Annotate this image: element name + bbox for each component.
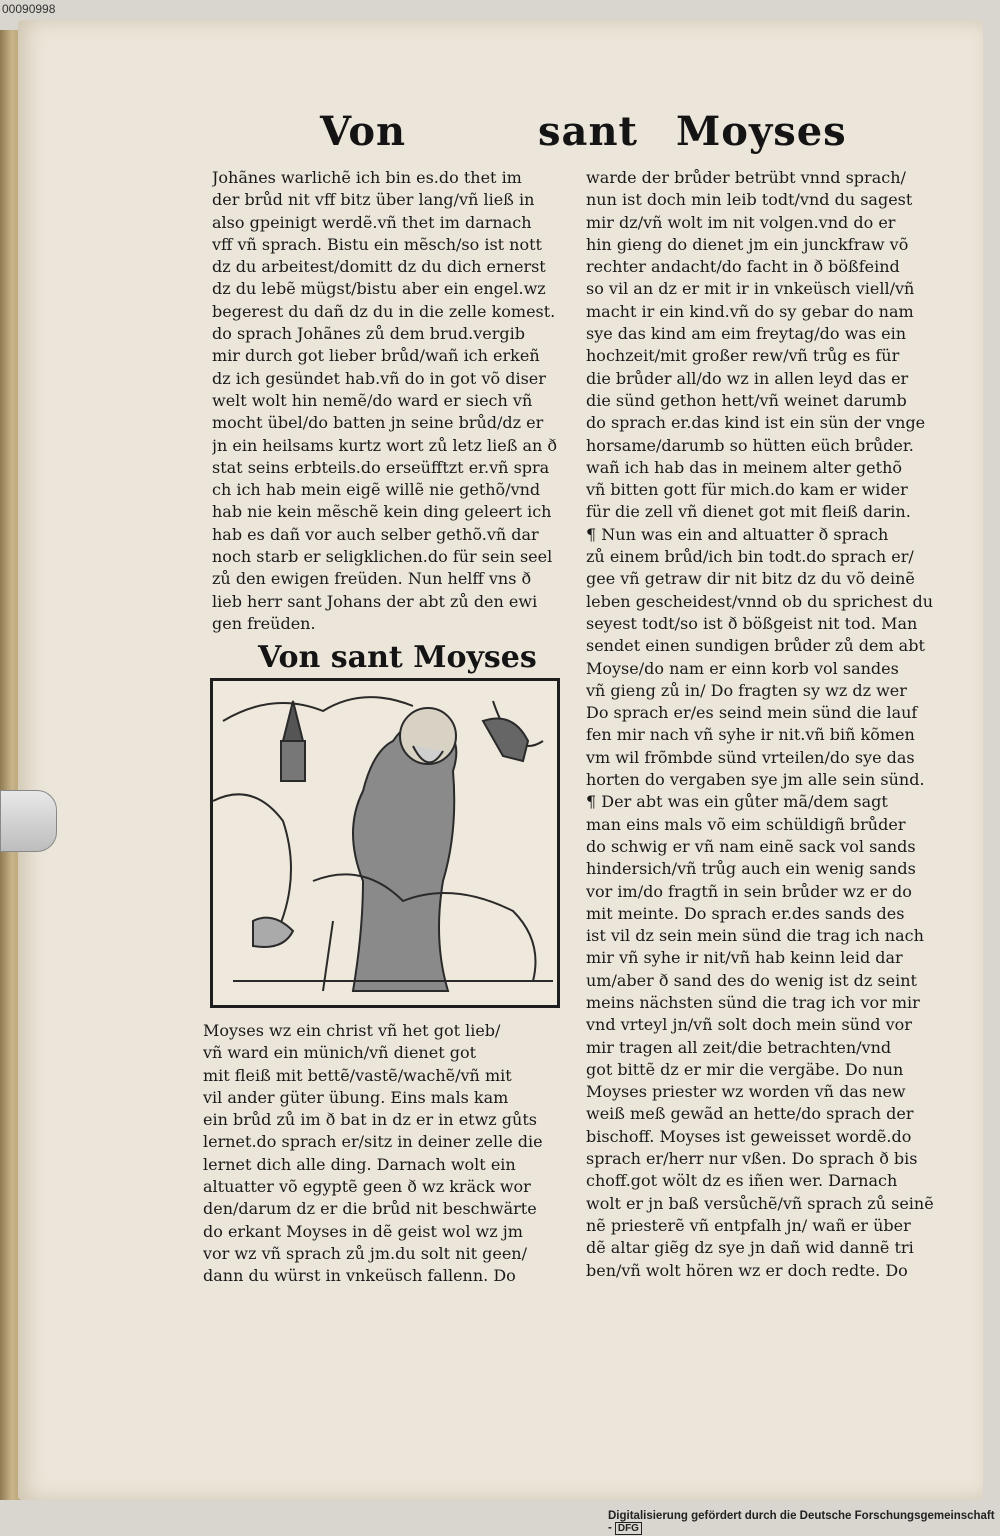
- text-line: begerest du dañ dz du in die zelle komest.: [212, 301, 556, 321]
- text-line: got bittẽ dz er mir die vergäbe. Do nun: [586, 1059, 904, 1079]
- text-line: mir dz/vñ wolt im nit volgen.vnd do er: [586, 212, 896, 232]
- text-line: vff vñ sprach. Bistu ein mẽsch/so ist nott: [212, 234, 542, 254]
- text-line: bischoff. Moyses ist geweisset wordẽ.do: [586, 1126, 912, 1146]
- text-line: ist vil dz sein mein sünd die trag ich nach: [586, 926, 924, 946]
- text-line: ¶ Der abt was ein gůter mã/dem sagt: [586, 792, 888, 812]
- text-line: lieb herr sant Johans der abt zů den ewi: [212, 591, 538, 611]
- text-line: dz ich gesündet hab.vñ do in got võ diser: [212, 368, 546, 388]
- text-line: Moyses wz ein christ vñ het got lieb/: [203, 1021, 501, 1040]
- text-line: macht ir ein kind.vñ do sy gebar do nam: [586, 301, 914, 321]
- text-line: mir tragen all zeit/die betrachten/vnd: [586, 1037, 892, 1057]
- text-line: ein brůd zů im ð bat in dz er in etwz gůts: [203, 1110, 537, 1130]
- text-line: vñ gieng zů in/ Do fragten sy wz dz wer: [586, 680, 907, 700]
- text-line: rechter andacht/do facht in ð bößfeind: [586, 257, 900, 277]
- text-line: lernet.do sprach er/sitz in deiner zelle die: [203, 1132, 543, 1152]
- text-line: sprach er/herr nur vßen. Do sprach ð bis: [586, 1149, 918, 1169]
- text-line: mir vñ syhe ir nit/vñ hab keinn leid dar: [586, 948, 903, 968]
- header-word-moyses: Moyses: [676, 108, 847, 155]
- header-word-sant: sant: [538, 108, 638, 155]
- text-line: Moyses priester wz worden vñ das new: [586, 1082, 906, 1102]
- text-line: ch ich hab mein eigẽ willẽ nie gethõ/vnd: [212, 480, 541, 500]
- text-line: dz du arbeitest/domitt dz du dich ernerst: [212, 257, 546, 277]
- text-line: der brůd nit vff bitz über lang/vñ ließ in: [212, 190, 535, 210]
- text-line: ¶ Nun was ein and altuatter ð sprach: [586, 524, 889, 544]
- text-line: seyest todt/so ist ð bößgeist nit tod. Man: [586, 613, 918, 633]
- dfg-logo: DFG: [615, 1522, 642, 1535]
- text-line: hab nie kein mẽschẽ kein ding geleert ich: [212, 502, 552, 522]
- header-word-von: Von: [320, 108, 407, 155]
- text-line: wañ ich hab das in meinem alter gethõ: [586, 457, 903, 477]
- text-line: hindersich/vñ trůg auch ein wenig sands: [586, 859, 916, 879]
- text-line: warde der brůder betrübt vnnd sprach/: [586, 168, 906, 187]
- text-line: horten do vergaben sye jm alle sein sünd.: [586, 770, 925, 790]
- text-line: vil ander güter übung. Eins mals kam: [203, 1087, 509, 1107]
- text-line: sendet einen sundigen brůder zů dem abt: [586, 636, 925, 656]
- text-line: do schwig er vñ nam einẽ sack vol sands: [586, 836, 916, 856]
- text-line: altuatter võ egyptẽ geen ð wz kräck wor: [203, 1177, 531, 1197]
- text-line: also gpeinigt werdẽ.vñ thet im darnach: [212, 212, 532, 232]
- text-line: Do sprach er/es seind mein sünd die lauf: [586, 703, 918, 723]
- text-line: Johãnes warlichẽ ich bin es.do thet im: [212, 168, 522, 187]
- text-line: zů einem brůd/ich bin todt.do sprach er/: [586, 547, 914, 567]
- text-line: vor wz vñ sprach zů jm.du solt nit geen/: [203, 1243, 527, 1263]
- text-line: dẽ altar giẽg dz sye jn dañ wid dannẽ tri: [586, 1238, 914, 1258]
- running-header: [0, 108, 1000, 168]
- text-line: fen mir nach vñ syhe ir nit.vñ biñ kõmen: [586, 725, 915, 745]
- text-line: jn ein heilsams kurtz wort zů letz ließ an ð: [212, 435, 558, 455]
- text-line: mit meinte. Do sprach er.des sands des: [586, 903, 905, 923]
- text-line: noch starb er seligklichen.do für sein seel: [212, 547, 553, 567]
- text-line: vm wil frõmbde sünd vrteilen/do sye das: [586, 747, 915, 767]
- text-line: do erkant Moyses in dẽ geist wol wz jm: [203, 1221, 523, 1241]
- text-line: gen freüden.: [212, 613, 316, 633]
- text-line: gee vñ getraw dir nit bitz dz du võ deinẽ: [586, 569, 915, 589]
- text-line: mocht übel/do batten jn seine brůd/dz er: [212, 413, 544, 433]
- text-line: so vil an dz er mit ir in vnkeüsch viell/vñ: [586, 279, 915, 299]
- text-line: den/darum dz er die brůd nit beschwärte: [203, 1199, 537, 1219]
- text-line: do sprach er.das kind ist ein sün der vnge: [586, 413, 926, 433]
- text-line: hin gieng do dienet jm ein junckfraw võ: [586, 234, 909, 254]
- footer-text: Digitalisierung gefördert durch die Deutsche Forschungsgemeinschaft -: [608, 1510, 995, 1534]
- left-column-top-text: [212, 167, 567, 635]
- text-line: leben gescheidest/vnnd ob du sprichest du: [586, 591, 933, 611]
- text-line: choff.got wölt dz es iñen wer. Darnach: [586, 1171, 898, 1191]
- footer-credit: [608, 1510, 1000, 1534]
- text-line: vñ bitten gott für mich.do kam er wider: [586, 480, 908, 500]
- text-line: meins nächsten sünd die trag ich vor mir: [586, 992, 920, 1012]
- text-line: für die zell vñ dienet got mit fleiß darin.: [586, 502, 911, 522]
- text-line: horsame/darumb so hütten eüch brůder.: [586, 435, 914, 455]
- text-line: man eins mals võ eim schüldigñ brůder: [586, 814, 906, 834]
- right-column-text: [586, 167, 946, 1282]
- text-line: nun ist doch min leib todt/vnd du sagest: [586, 190, 913, 210]
- text-line: do sprach Johãnes zů dem brud.vergib: [212, 324, 525, 344]
- text-line: vnd vrteyl jn/vñ solt doch mein sünd vor: [586, 1015, 912, 1035]
- text-line: weiß meß gewãd an hette/do sprach der: [586, 1104, 914, 1124]
- text-line: dz du lebẽ mügst/bistu aber ein engel.wz: [212, 279, 546, 299]
- text-line: vñ ward ein münich/vñ dienet got: [203, 1043, 477, 1063]
- text-line: mit fleiß mit bettẽ/vastẽ/wachẽ/vñ mit: [203, 1065, 512, 1085]
- text-line: die sünd gethon hett/vñ weinet darumb: [586, 390, 907, 410]
- scan-id: 00090998: [2, 2, 56, 16]
- text-line: mir durch got lieber brůd/wañ ich erkeñ: [212, 346, 540, 366]
- text-line: sye das kind am eim freytag/do was ein: [586, 324, 907, 344]
- text-line: ben/vñ wolt hören wz er doch redte. Do: [586, 1260, 908, 1280]
- text-line: die brůder all/do wz in allen leyd das er: [586, 368, 909, 388]
- text-line: zů den ewigen freüden. Nun helff vns ð: [212, 569, 532, 589]
- text-line: vor im/do fragtñ in sein brůder wz er do: [586, 881, 912, 901]
- woodcut-illustration: [210, 678, 560, 1008]
- text-line: lernet dich alle ding. Darnach wolt ein: [203, 1154, 516, 1174]
- text-line: Moyse/do nam er einn korb vol sandes: [586, 658, 899, 678]
- text-line: stat seins erbteils.do erseüfftzt er.vñ spra: [212, 457, 550, 477]
- text-line: nẽ priesterẽ vñ entpfalh jn/ wañ er über: [586, 1215, 911, 1235]
- section-heading: Von sant Moyses: [258, 640, 537, 675]
- text-line: wolt er jn baß versůchẽ/vñ sprach zů seinẽ: [586, 1193, 934, 1213]
- left-column-bottom-text: [203, 1020, 563, 1288]
- page-clip: [0, 790, 57, 852]
- text-line: welt wolt hin nemẽ/do ward er siech vñ: [212, 390, 533, 410]
- text-line: hochzeit/mit großer rew/vñ trůg es für: [586, 346, 900, 366]
- text-line: dann du würst in vnkeüsch fallenn. Do: [203, 1266, 516, 1286]
- text-line: hab es dañ vor auch selber gethõ.vñ dar: [212, 524, 539, 544]
- text-line: um/aber ð sand des do wenig ist dz seint: [586, 970, 917, 990]
